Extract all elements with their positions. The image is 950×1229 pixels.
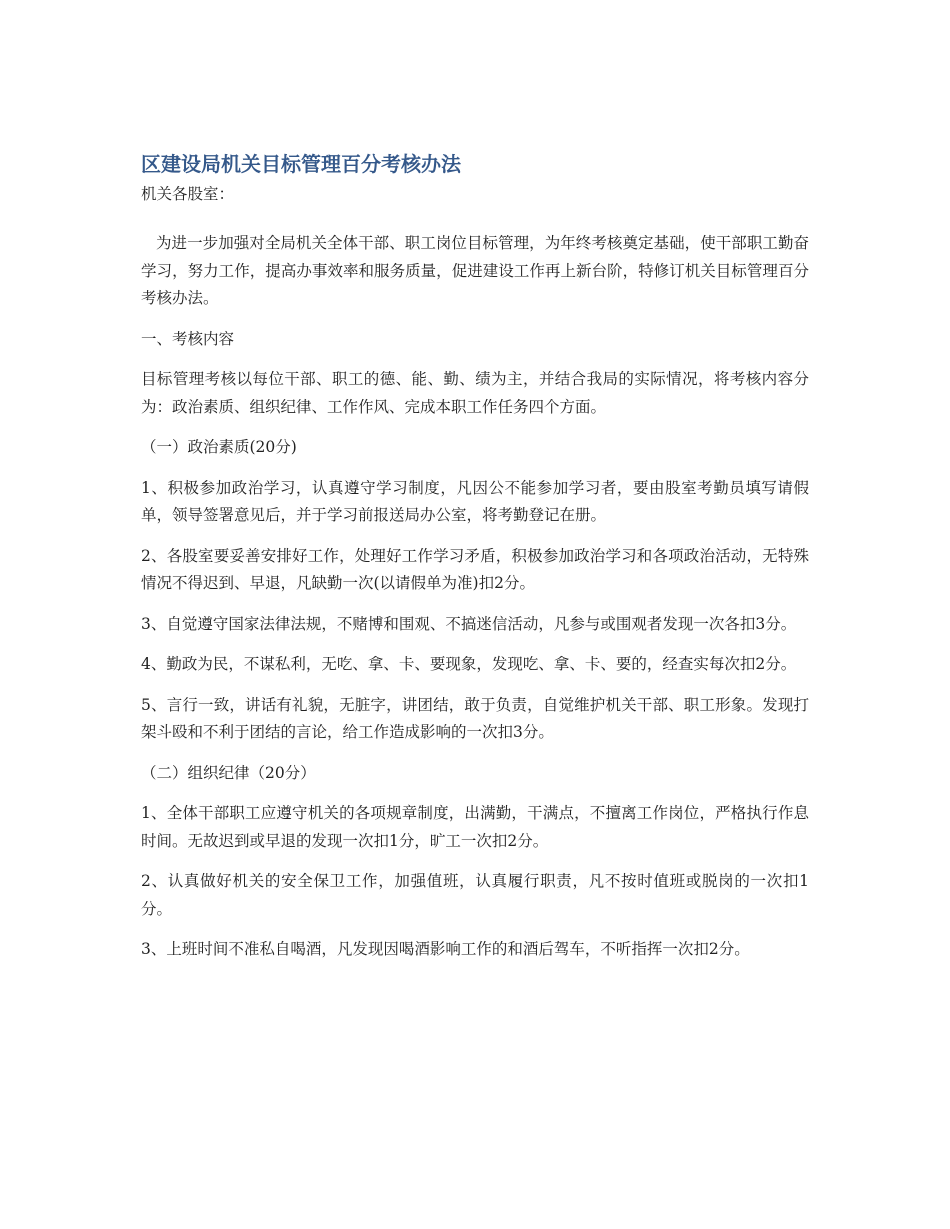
document-page xyxy=(141,148,809,977)
subsection-heading-political-quality: （一）政治素质(20分) xyxy=(141,438,297,456)
intro-paragraph: 为进一步加强对全局机关全体干部、职工岗位目标管理，为年终考核奠定基础，使干部职工勤奋学习，努力工作，提高办事效率和服务质量，促进建设工作再上新台阶，特修订机关目标管理百分考核办法。 xyxy=(141,234,809,307)
salutation: 机关各股室： xyxy=(141,185,235,203)
list-item: 3、上班时间不准私自喝酒，凡发现因喝酒影响工作的和酒后驾车，不听指挥一次扣2分。 xyxy=(141,940,750,958)
list-item: 5、言行一致，讲话有礼貌，无脏字，讲团结，敢于负责，自觉维护机关干部、职工形象。发现打架斗殴和不利于团结的言论，给工作造成影响的一次扣3分。 xyxy=(141,695,809,741)
subsection-heading-discipline: （二）组织纪律（20分） xyxy=(141,763,316,782)
list-item: 1、全体干部职工应遵守机关的各项规章制度，出满勤，干满点，不擅离工作岗位，严格执行作息时间。无故迟到或早退的发现一次扣1分，旷工一次扣2分。 xyxy=(141,804,809,850)
list-item: 1、积极参加政治学习，认真遵守学习制度，凡因公不能参加学习者，要由股室考勤员填写请假单，领导签署意见后，并于学习前报送局办公室，将考勤登记在册。 xyxy=(141,478,809,524)
list-item: 3、自觉遵守国家法律法规，不赌博和围观、不搞迷信活动，凡参与或围观者发现一次各扣3分。 xyxy=(141,614,797,633)
section-heading-assessment-content: 一、考核内容 xyxy=(141,329,235,348)
list-item: 2、认真做好机关的安全保卫工作，加强值班，认真履行职责，凡不按时值班或脱岗的一次扣1分。 xyxy=(141,872,809,918)
document-title: 区建设局机关目标管理百分考核办法 xyxy=(141,152,461,176)
list-item: 2、各股室要妥善安排好工作，处理好工作学习矛盾，积极参加政治学习和各项政治活动，无特殊情况不得迟到、早退，凡缺勤一次(以请假单为准)扣2分。 xyxy=(141,546,809,592)
section-paragraph: 目标管理考核以每位干部、职工的德、能、勤、绩为主，并结合我局的实际情况，将考核内容分为：政治素质、组织纪律、工作作风、完成本职工作任务四个方面。 xyxy=(141,370,809,416)
list-item: 4、勤政为民，不谋私利，无吃、拿、卡、要现象，发现吃、拿、卡、要的，经查实每次扣2分。 xyxy=(141,655,797,673)
